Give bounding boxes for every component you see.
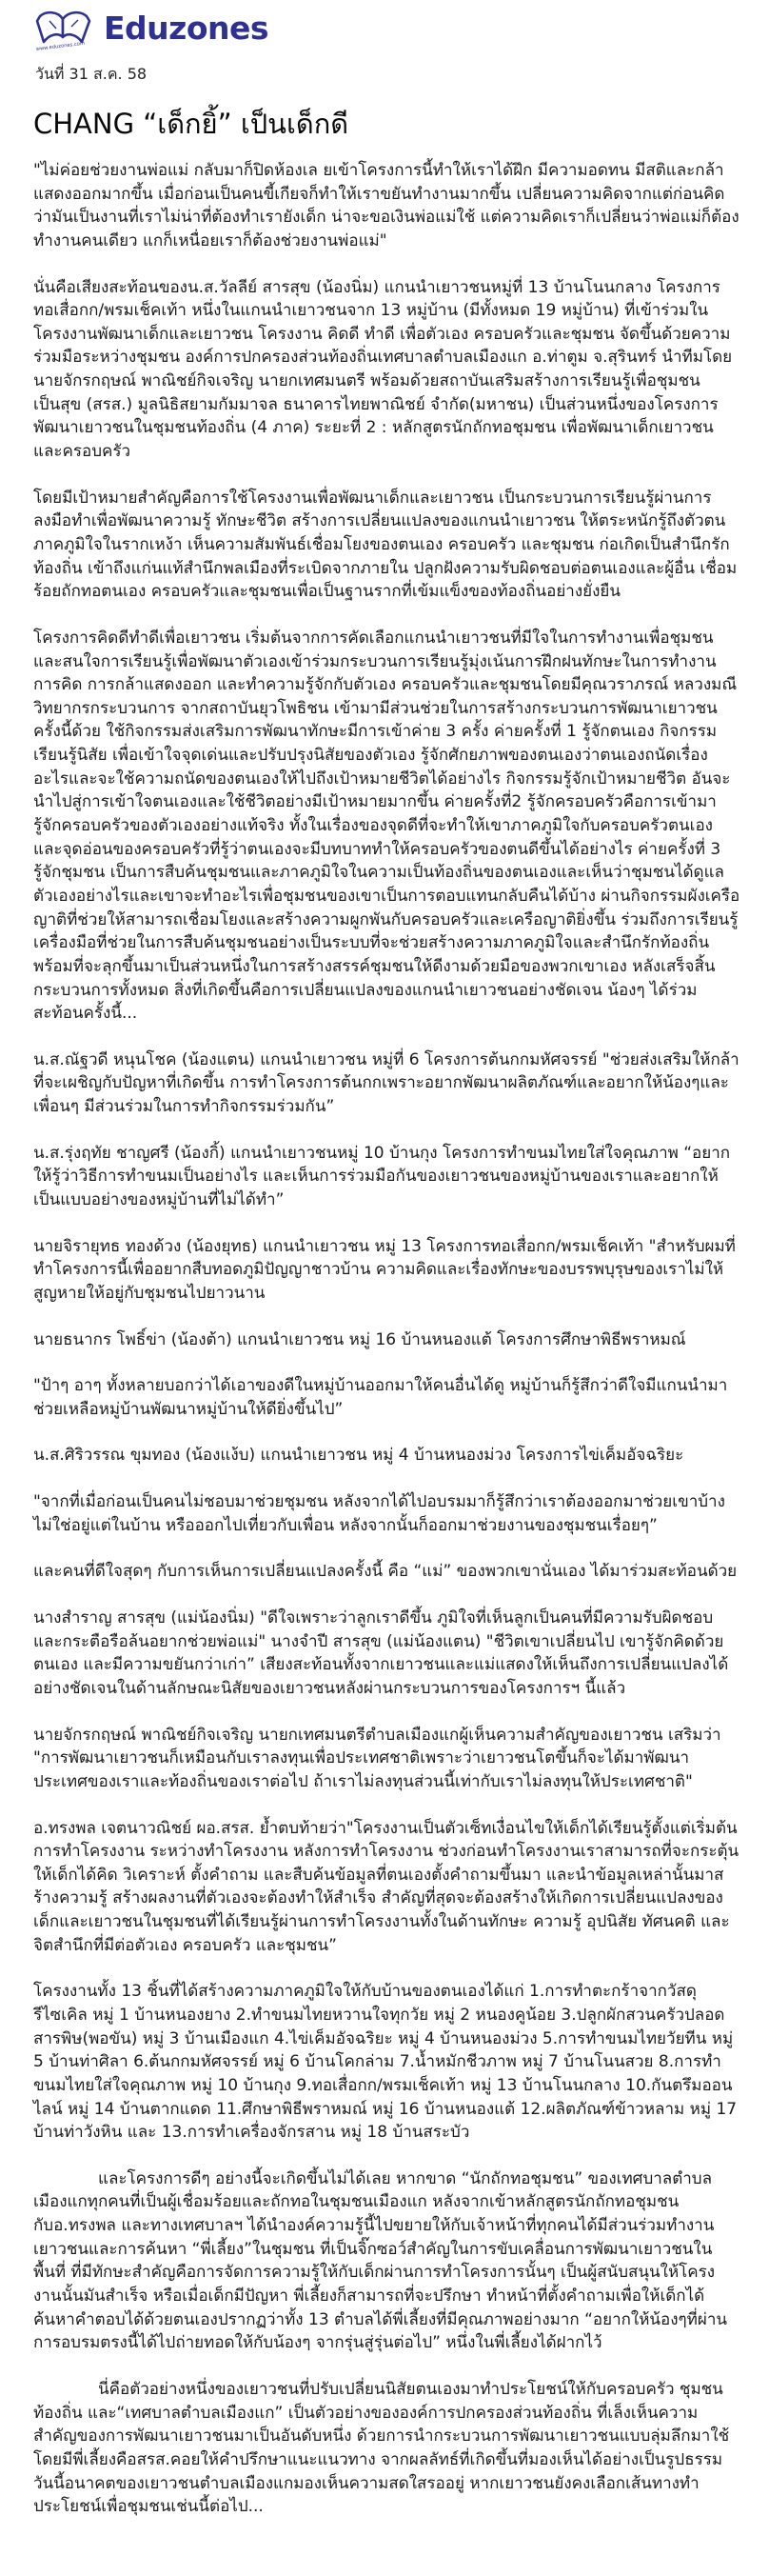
article-paragraph: นายจิรายุทธ ทองด้วง (น้องยุทธ) แกนนำเยาวชน หมู่ 13 โครงการทอเสื่อกก/พรมเช็คเท้า "สำหรับผมที่ทำโครงการนี้เพื่ออยากสืบทอดภูมิปัญญาชาวบ้าน ความคิดและเรื่องทักษะของบรรพบุรุษของเราไม่ให้สูญหายให้อยู่กับชุมชนไปยาวนาน <box>33 1236 736 1303</box>
article-paragraph: และโครงการดีๆ อย่างนี้จะเกิดขึ้นไม่ได้เลย หากขาด “นักถักทอชุมชน” ของเทศบาลตำบลเมืองแกทุกคนที่เป็นผู้เชื่อมร้อยและถักทอในชุมชนเมืองแก หลังจากเข้าหลักสูตรนักถักทอชุมชน กับอ.ทรงพล และทางเทศบาลฯ ได้นำองค์ความรู้นี้ไปขยายให้กับเจ้าหน้าที่ทุกคนได้มีส่วนร่วมทำงานเยาวชนและการค้นหา “พี่เลี้ยง”ในชุมชน ที่เป็นจิ๊กซอว์สำคัญในการขับเคลื่อนการพัฒนาเยาวชนในพื้นที่ ที่มีทักษะสำคัญคือการจัดการความรู้ให้กับเด็กผ่านการทำโครงการนั้นๆ เป็นผู้สนับสนุนให้โครงงานนั้นมันสำเร็จ หรือเมื่อเด็กมีปัญหา พี่เลี้ยงก็สามารถที่จะปรึกษา ทำหน้าที่ตั้งคำถามเพื่อให้เด็กได้ค้นหาคำตอบได้ด้วยตนเองปรากฏว่าทั้ง 13 ตำบลได้พี่เลี้ยงที่มีคุณภาพอย่างมาก “อยากให้น้องๆที่ผ่านการอบรมตรงนี้ได้ไปถ่ายทอดให้กับน้องๆ จากรุ่นสู่รุ่นต่อไป” หนึ่งในพี่เลี้ยงได้ฝากไว้ <box>33 2168 728 2353</box>
article-paragraph: นั่นคือเสียงสะท้อนของน.ส.วัลลีย์ สารสุข (น้องนิ่ม) แกนนำเยาวชนหมู่ที่ 13 บ้านโนนกลาง โครงการทอเสื่อกก/พรมเช็คเท้า หนึ่งในแกนนำเยาวชนจาก 13 หมู่บ้าน (มีทั้งหมด 19 หมู่บ้าน) ที่เข้าร่วมในโครงงานพัฒนาเด็กและเยาวชน โครงงาน คิดดี ทำดี เพื่อตัวเอง ครอบครัวและชุมชน จัดขึ้นด้วยความร่วมมือระหว่างชุมชน องค์การปกครองส่วนท้องถิ่นเทศบาลตำบลเมืองแก อ.ท่าตูม จ.สุรินทร์ นำทีมโดย นายจักรกฤษณ์ พาณิชย์กิจเจริญ นายกเทศมนตรี พร้อมด้วยสถาบันเสริมสร้างการเรียนรู้เพื่อชุมชนเป็นสุข (สรส.) มูลนิธิสยามกัมมาจล ธนาคารไทยพาณิชย์ จำกัด(มหาชน) เป็นส่วนหนึ่งของโครงการพัฒนาเยาวชนในชุมชนท้องถิ่น (4 ภาค) ระยะที่ 2 : หลักสูตรนักถักทอชุมชน เพื่อพัฒนาเด็กเยาวชนและครอบครัว <box>33 277 733 462</box>
open-book-logo-icon <box>33 8 94 53</box>
article-paragraph: โครงงานทั้ง 13 ชิ้นที่ได้สร้างความภาคภูมิใจให้กับบ้านของตนเองได้แก่ 1.การทำตะกร้าจากวัสดุ รีไซเคิล หมู่ 1 บ้านหนองยาง 2.ทำขนมไทยหวานใจทุกวัย หมู่ 2 หนองคูน้อย 3.ปลูกผักสวนครัวปลอดสารพิษ(พอขัน) หมู่ 3 บ้านเมืองแก 4.ไข่เค็มอัจฉริยะ หมู่ 4 บ้านหนองม่วง 5.การทำขนมไทยวัยทีน หมู่ 5 บ้านท่าศิลา 6.ต้นกกมหัศจรรย์ หมู่ 6 บ้านโคกล่าม 7.น้ำหมักชีวภาพ หมู่ 7 บ้านโนนสวย 8.การทำขนมไทยใส่ใจคุณภาพ หมู่ 10 บ้านกุง 9.ทอเสื่อกก/พรมเช็คเท้า หมู่ 13 บ้านโนนกลาง 10.กันตรึมออนไลน์ หมู่ 14 บ้านตากแดด 11.ศึกษาพิธีพราหมณ์ หมู่ 16 บ้านหนองแต้ 12.ผลิตภัณฑ์ข้าวหลาม หมู่ 17 บ้านท่าวังหิน และ 13.การทำเครื่องจักรสาน หมู่ 18 บ้านสระบัว <box>33 1982 738 2143</box>
article-paragraph: นายธนากร โพธิ์ข่า (น้องต้า) แกนนำเยาวชน หมู่ 16 บ้านหนองแต้ โครงการศึกษาพิธีพราหมณ์ <box>33 1329 686 1349</box>
article-date: วันที่ 31 ส.ค. 58 <box>35 65 148 83</box>
article-paragraph: นายจักรกฤษณ์ พาณิชย์กิจเจริญ นายกเทศมนตรีตำบลเมืองแกผู้เห็นความสำคัญของเยาวชน เสริมว่า "การพัฒนาเยาวชนก็เหมือนกับเราลงทุนเพื่อประเทศชาติเพราะว่าเยาวชนโตขึ้นก็จะได้มาพัฒนาประเทศของเราและท้องถิ่นของเราต่อไป ถ้าเราไม่ลงทุนส่วนนี้เท่ากับเราไม่ลงทุนให้ประเทศชาติ" <box>33 1725 721 1791</box>
article-paragraph: น.ส.ณัฐวดี หนุนโชค (น้องแตน) แกนนำเยาวชน หมู่ที่ 6 โครงการต้นกกมหัศจรรย์ "ช่วยส่งเสริมให้กล้าที่จะเผชิญกับปัญหาที่เกิดขึ้น การทำโครงการต้นกกเพราะอยากพัฒนาผลิตภัณฑ์และอยากให้น้องๆและเพื่อนๆ มีส่วนร่วมในการทำกิจกรรมร่วมกัน” <box>33 1049 739 1117</box>
article-paragraph: น.ส.รุ่งฤทัย ชาญศรี (น้องกิ้) แกนนำเยาวชนหมู่ 10 บ้านกุง โครงการทำขนมไทยใส่ใจคุณภาพ “อยากให้รู้ว่าวิธีการทำขนมเป็นอย่างไร และเห็นการร่วมมือกันของเยาวชนของหมู่บ้านของเราและอยากให้เป็นแบบอย่างของหมู่บ้านที่ไม่ได้ทำ” <box>33 1143 731 1209</box>
article-paragraph: โดยมีเป้าหมายสำคัญคือการใช้โครงงานเพื่อพัฒนาเด็กและเยาวชน เป็นกระบวนการเรียนรู้ผ่านการลงมือทำเพื่อพัฒนาความรู้ ทักษะชีวิต สร้างการเปลี่ยนแปลงของแกนนำเยาวชน ให้ตระหนักรู้ถึงตัวตน ภาคภูมิใจในรากเหง้า เห็นความสัมพันธ์เชื่อมโยงของตนเอง ครอบครัว และชุมชน ก่อเกิดเป็นสำนึกรักท้องถิ่น เข้าถึงแก่นแท้สำนึกพลเมืองที่ระเบิดจากภายใน ปลูกฝังความรับผิดชอบต่อตนเองและผู้อื่น เชื่อมร้อยถักทอตนเอง ครอบครัวและชุมชนเพื่อเป็นฐานรากที่เข้มแข็งของท้องถิ่นอย่างยั่งยืน <box>33 488 738 602</box>
article-paragraph: "จากที่เมื่อก่อนเป็นคนไม่ชอบมาช่วยชุมชน หลังจากได้ไปอบรมมาก็รู้สึกว่าเราต้องออกมาช่วยเขาบ้าง ไม่ใช่อยู่แต่ในบ้าน หรือออกไปเที่ยวกับเพื่อน หลังจากนั้นก็ออกมาช่วยงานของชุมชนเรื่อยๆ” <box>33 1492 725 1535</box>
article-paragraph: โครงการคิดดีทำดีเพื่อเยาวชน เริ่มต้นจากการคัดเลือกแกนนำเยาวชนที่มีใจในการทำงานเพื่อชุมชนและสนใจการเรียนรู้เพื่อพัฒนาตัวเองเข้าร่วมกระบวนการเรียนรู้มุ่งเน้นการฝึกฝนทักษะในการทำงานการคิด การกล้าแสดงออก และทำความรู้จักกับตัวเอง ครอบครัวและชุมชนโดยมีคุณวราภรณ์ หลวงมณี วิทยากรกระบวนการ จากสถาบันยุวโพธิชน เข้ามามีส่วนช่วยในการสร้างกระบวนการพัฒนาเยาวชนครั้งนี้ด้วย ใช้กิจกรรมส่งเสริมการพัฒนาทักษะมีการเข้าค่าย 3 ครั้ง ค่ายครั้งที่ 1 รู้จักตนเอง กิจกรรมเรียนรู้นิสัย เพื่อเข้าใจจุดเด่นและปรับปรุงนิสัยของตัวเอง รู้จักศักยภาพของตนเองว่าตนเองถนัดเรื่องอะไรและจะใช้ความถนัดของตนเองให้ไปถึงเป้าหมายชีวิตได้อย่างไร กิจกรรมรู้จักเป้าหมายชีวิต อันจะนำไปสู่การเข้าใจตนเองและใช้ชีวิตอย่างมีเป้าหมายมากขึ้น ค่ายครั้งที่2 รู้จักครอบครัวคือการเข้ามารู้จักครอบครัวของตัวเองอย่างแท้จริง ทั้งในเรื่องของจุดดีที่จะทำให้เขาภาคภูมิใจกับครอบครัวตนเองและจุดอ่อนของครอบครัวที่รู้ว่าตนเองจะมีบทบาททำให้ครอบครัวของตนดีขึ้นได้อย่างไร ค่ายครั้งที่ 3 รู้จักชุมชน เป็นการสืบค้นชุมชนและภาคภูมิใจในความเป็นท้องถิ่นของตนเองและเห็นว่าชุมชนได้ดูแลตัวเองอย่างไรและเขาจะทำอะไรเพื่อชุมชนของเขาเป็นการตอบแทนกลับคืนได้บ้าง ผ่านกิจกรรมผังเครือญาติที่ช่วยให้สามารถเชื่อมโยงและสร้างความผูกพันกับครอบครัวและเครือญาติยิ่งขึ้น ร่วมถึงการเรียนรู้เครื่องมือที่ช่วยในการสืบค้นชุมชนอย่างเป็นระบบที่จะช่วยสร้างความภาคภูมิใจและสำนึกรักท้องถิ่นพร้อมที่จะลุกขึ้นมาเป็นส่วนหนึ่งในการสร้างสรรค์ชุมชนให้ดีงามด้วยมือของพวกเขาเอง หลังเสร็จสิ้นกระบวนการทั้งหมด สิ่งที่เกิดขึ้นคือการเปลี่ยนแปลงของแกนนำเยาวชนอย่างชัดเจน น้องๆ ได้ร่วมสะท้อนครั้งนี้... <box>33 628 740 1024</box>
logo-wordmark: Eduzones <box>104 9 269 47</box>
article-paragraph: "ป้าๆ อาๆ ทั้งหลายบอกว่าได้เอาของดีในหมู่บ้านออกมาให้คนอื่นได้ดู หมู่บ้านก็รู้สึกว่าดีใจมีแกนนำมาช่วยเหลือหมู่บ้านพัฒนาหมู่บ้านให้ดียิ่งขึ้นไป” <box>33 1376 728 1419</box>
page-title: CHANG “เด็กยิ้” เป็นเด็กดี <box>33 108 349 140</box>
article-paragraph: "ไม่ค่อยช่วยงานพ่อแม่ กลับมาก็ปิดห้องเล ยเข้าโครงการนี้ทำให้เราได้ฝึก มีความอดทน มีสติและกล้าแสดงออกมากขึ้น เมื่อก่อนเป็นคนขี้เกียจก็ทำให้เราขยันทำงานมากขึ้น เปลี่ยนความคิดจากแต่ก่อนคิดว่ามันเป็นงานที่เราไม่น่าที่ต้องทำเรายังเด็ก น่าจะขอเงินพ่อแม่ใช้ แต่ความคิดเราก็เปลี่ยนว่าพ่อแม่ก็ต้องทำงานคนเดียว แกก็เหนื่อยเราก็ต้องช่วยงานพ่อแม่" <box>33 161 739 250</box>
article-paragraph: นี่คือตัวอย่างหนึ่งของเยาวชนที่ปรับเปลี่ยนนิสัยตนเองมาทำประโยชน์ให้กับครอบครัว ชุมชน ท้องถิ่น และ“เทศบาลตำบลเมืองแก” เป็นตัวอย่างขององค์การปกครองส่วนท้องถิ่น ที่เล็งเห็นความสำคัญของการพัฒนาเยาวชนมาเป็นอันดับหนึ่ง ด้วยการนำกระบวนการพัฒนาเยาวชนแบบลุ่มลึกมาใช้ โดยมีพี่เลี้ยงคือสรส.คอยให้คำปรึกษาแนะแนวทาง จากผลลัทธ์ที่เกิดขึ้นที่มองเห็นได้อย่างเป็นรูปธรรม วันนี้อนาคตของเยาวชนตำบลเมืองแกมองเห็นความสดใสรออยู่ หากเยาวชนยังคงเลือกเส้นทางทำประโยชน์เพื่อชุมชนเช่นนี้ต่อไป... <box>33 2379 730 2517</box>
article-paragraph: และคนที่ดีใจสุดๆ กับการเห็นการเปลี่ยนแปลงครั้งนี้ คือ “แม่” ของพวกเขานั่นเอง ได้มาร่วมสะท้อนด้วย <box>33 1562 738 1582</box>
article-paragraph: นางสำราญ สารสุข (แม่น้องนิ่ม) "ดีใจเพราะว่าลูกเราดีขึ้น ภูมิใจที่เห็นลูกเป็นคนที่มีความรับผิดชอบและกระตือรือล้นอยากช่วยพ่อแม่" นางจำปี สารสุข (แม่น้องแตน) "ชีวิตเขาเปลี่ยนไป เขารู้จักคิดด้วยตนเอง และมีความขยันกว่าเก่า” เสียงสะท้อนทั้งจากเยาวชนและแม่แสดงให้เห็นถึงการเปลี่ยนแปลงได้อย่างชัดเจนในด้านลักษณะนิสัยของเยาวชนหลังผ่านกระบวนการของโครงการฯ นี้แล้ว <box>33 1608 729 1698</box>
logo-url-text: www.eduzones.com <box>35 40 86 52</box>
eduzones-logo[interactable] <box>33 8 740 53</box>
article-paragraph: อ.ทรงพล เจตนาวณิชย์ ผอ.สรส. ย้ำตบท้ายว่า"โครงงานเป็นตัวเซ็ทเงื่อนไขให้เด็กได้เรียนรู้ตั้งแต่เริ่มต้นการทำโครงงาน ระหว่างทำโครงงาน หลังการทำโครงงาน ช่วงก่อนทำโครงงานเราสามารถที่จะกระตุ้นให้เด็กได้คิด วิเคราะห์ ตั้งคำถาม และสืบค้นข้อมูลที่ตนเองตั้งคำถามขึ้นมา และนำข้อมูลเหล่านั้นมาสร้างความรู้ สร้างผลงานที่ตัวเองจะต้องทำให้สำเร็จ สำคัญที่สุดจะต้องสร้างให้เกิดการเปลี่ยนแปลงของเด็กและเยาวชนในชุมชนที่ได้เรียนรู้ผ่านการทำโครงงานทั้งในด้านทักษะ ความรู้ อุปนิสัย ทัศนคติ และจิตสำนึกที่มีต่อตัวเอง ครอบครัว และชุมชน” <box>33 1818 739 1955</box>
article-paragraph: น.ส.ศิริวรรณ ขุมทอง (น้องแง้บ) แกนนำเยาวชน หมู่ 4 บ้านหนองม่วง โครงการไข่เค็มอัจฉริยะ <box>33 1446 684 1466</box>
